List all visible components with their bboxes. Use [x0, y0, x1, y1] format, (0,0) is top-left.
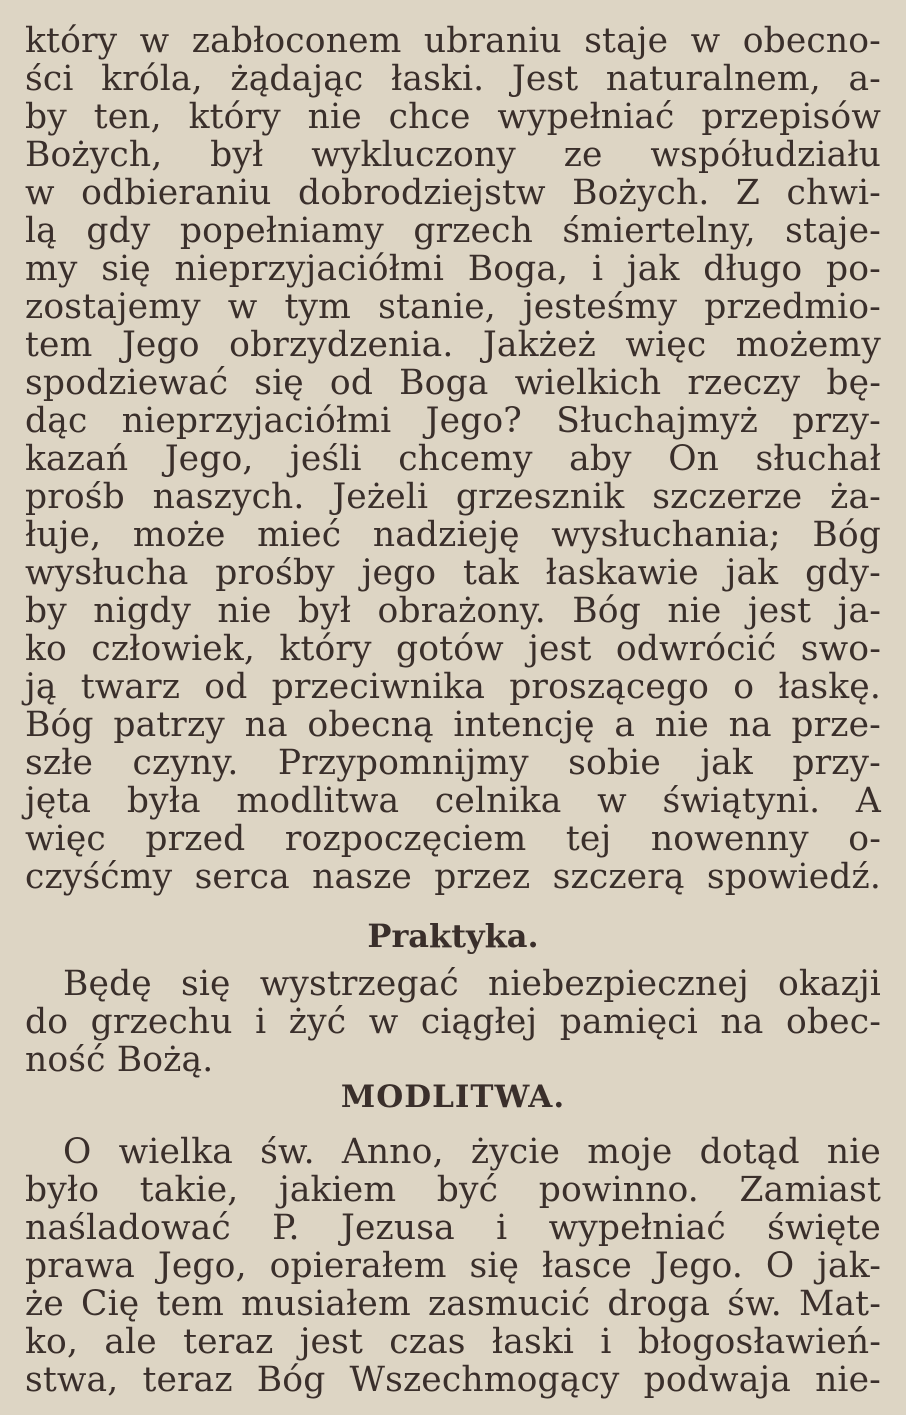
text-line: więc przed rozpoczęciem tej nowenny o- — [25, 819, 881, 859]
text-line: my się nieprzyjaciółmi Boga, i jak długo po- — [25, 249, 881, 289]
section-heading-practice: Praktyka. — [367, 917, 539, 955]
text-line: Bóg patrzy na obecną intencję a nie na prze- — [25, 705, 881, 745]
text-line: stwa, teraz Bóg Wszechmogący podwaja nie- — [25, 1360, 881, 1400]
text-line: O wielka św. Anno, życie moje dotąd nie — [63, 1132, 881, 1172]
text-line: czyśćmy serca nasze przez szczerą spowiedź. — [25, 857, 881, 897]
text-line: że Cię tem musiałem zasmucić droga św. Mat- — [25, 1284, 881, 1324]
text-line: jęta była modlitwa celnika w świątyni. A — [25, 781, 881, 821]
text-line: który w zabłoconem ubraniu staje w obecno- — [25, 21, 881, 61]
text-line: ją twarz od przeciwnika proszącego o łaskę. — [25, 667, 881, 707]
text-line: prośb naszych. Jeżeli grzesznik szczerze ża- — [25, 477, 881, 517]
text-line: lą gdy popełniamy grzech śmiertelny, staje- — [25, 211, 881, 251]
text-line: w odbieraniu dobrodziejstw Bożych. Z chwi- — [25, 173, 881, 213]
text-line: łuje, może mieć nadzieję wysłuchania; Bóg — [25, 515, 881, 555]
text-line: było takie, jakiem być powinno. Zamiast — [25, 1170, 881, 1210]
text-line: szłe czyny. Przypomnijmy sobie jak przy- — [25, 743, 881, 783]
text-line: ność Bożą. — [25, 1040, 214, 1080]
text-line: tem Jego obrzydzenia. Jakżeż więc możemy — [25, 325, 881, 365]
text-line: zostajemy w tym stanie, jesteśmy przedmio- — [25, 287, 881, 327]
text-line: by nigdy nie był obrażony. Bóg nie jest ja- — [25, 591, 881, 631]
text-line: wysłucha prośby jego tak łaskawie jak gdy- — [25, 553, 881, 593]
text-line: spodziewać się od Boga wielkich rzeczy bę- — [25, 363, 881, 403]
text-line: ko człowiek, który gotów jest odwrócić swo- — [25, 629, 881, 669]
text-line: kazań Jego, jeśli chcemy aby On słuchał — [25, 439, 881, 479]
text-line: ko, ale teraz jest czas łaski i błogosławień- — [25, 1322, 881, 1362]
text-line: naśladować P. Jezusa i wypełniać święte — [25, 1208, 881, 1248]
text-line: prawa Jego, opierałem się łasce Jego. O jak- — [25, 1246, 881, 1286]
text-line: do grzechu i żyć w ciągłej pamięci na obec- — [25, 1002, 881, 1042]
section-heading-prayer: MODLITWA. — [340, 1079, 566, 1115]
text-line: by ten, który nie chce wypełniać przepisów — [25, 97, 881, 137]
text-line: ści króla, żądając łaski. Jest naturalnem, a- — [25, 59, 881, 99]
text-line: Bożych, był wykluczony ze współudziału — [25, 135, 881, 175]
text-line: Będę się wystrzegać niebezpiecznej okazji — [63, 964, 881, 1004]
text-line: dąc nieprzyjaciółmi Jego? Słuchajmyż przy- — [25, 401, 881, 441]
